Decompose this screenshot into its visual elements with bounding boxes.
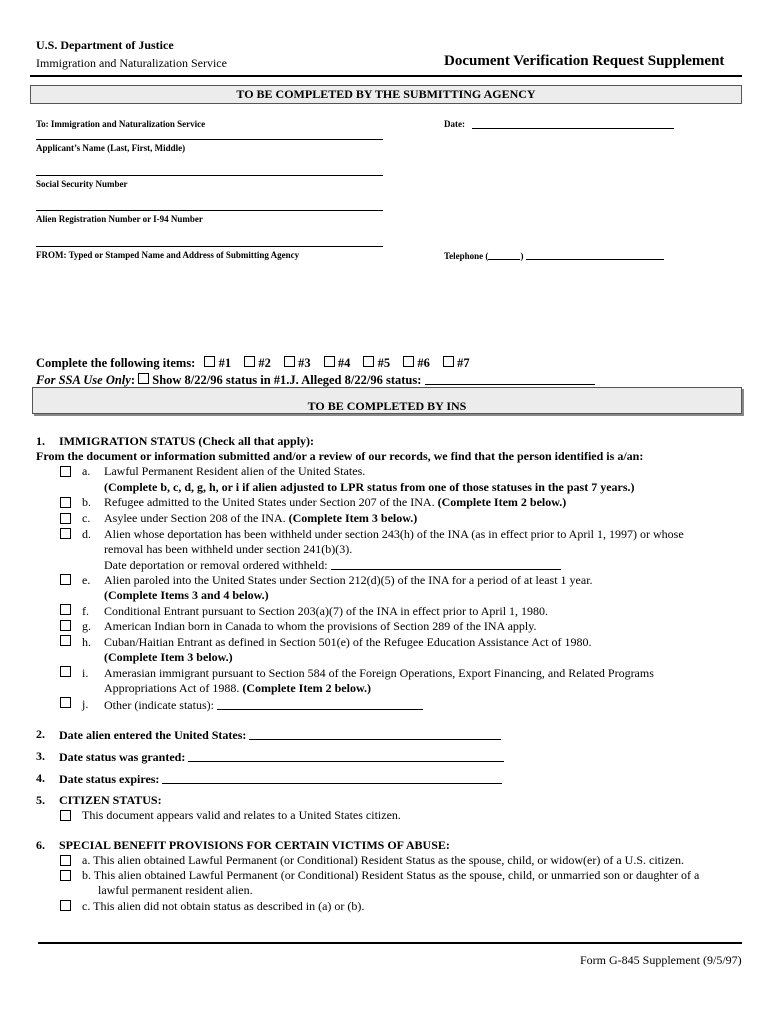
department-name: U.S. Department of Justice bbox=[36, 38, 174, 52]
ins-banner: TO BE COMPLETED BY INS bbox=[32, 387, 742, 414]
status-b-text: Refugee admitted to the United States under Section 207 of the INA. bbox=[104, 495, 438, 509]
status-e-letter: e. bbox=[82, 573, 91, 587]
status-g-checkbox[interactable] bbox=[60, 620, 71, 631]
status-b-note: (Complete Item 2 below.) bbox=[437, 495, 567, 509]
alleged-status-field[interactable] bbox=[425, 372, 595, 385]
status-c-checkbox[interactable] bbox=[60, 513, 71, 524]
form-number: Form G-845 Supplement (9/5/97) bbox=[580, 953, 742, 967]
abuse-a-checkbox[interactable] bbox=[60, 855, 71, 866]
citizen-status-checkbox[interactable] bbox=[60, 810, 71, 821]
status-d-date-label: Date deportation or removal ordered withheld: bbox=[104, 558, 328, 572]
status-e-checkbox[interactable] bbox=[60, 574, 71, 585]
alien-number-label: Alien Registration Number or I-94 Number bbox=[36, 214, 203, 224]
service-name: Immigration and Naturalization Service bbox=[36, 56, 227, 70]
status-j-row bbox=[104, 697, 423, 713]
section-1-title: IMMIGRATION STATUS (Check all that apply): bbox=[59, 434, 315, 448]
applicant-name-label: Applicant’s Name (Last, First, Middle) bbox=[36, 143, 186, 153]
item-5-checkbox[interactable] bbox=[363, 356, 374, 367]
telephone-label bbox=[444, 250, 664, 261]
header-rule bbox=[30, 75, 742, 77]
date-granted-field[interactable] bbox=[188, 749, 504, 762]
status-d-letter: d. bbox=[82, 527, 91, 541]
date-expires-field[interactable] bbox=[162, 771, 502, 784]
status-a-note: (Complete b, c, d, g, h, or i if alien adjusted to LPR status from one of those statuses in the past 7 years.) bbox=[104, 480, 635, 494]
section-2-number: 2. bbox=[36, 727, 45, 741]
section-3-number: 3. bbox=[36, 749, 45, 763]
status-h-letter: h. bbox=[82, 635, 91, 649]
telephone-paren: ) bbox=[520, 251, 524, 261]
area-code-field[interactable] bbox=[488, 250, 520, 260]
status-e-note: (Complete Items 3 and 4 below.) bbox=[104, 588, 269, 602]
section-1-intro: From the document or information submitted and/or a review of our records, we find that the person identified is a/an: bbox=[36, 449, 644, 463]
item-4-checkbox[interactable] bbox=[324, 356, 335, 367]
status-e-text: Alien paroled into the United States under Section 212(d)(5) of the INA for a period of at least 1 year. bbox=[104, 573, 593, 587]
status-h-text: Cuban/Haitian Entrant as defined in Section 501(e) of the Refugee Education Assistance Act of 1980. bbox=[104, 635, 592, 649]
status-i-text-2: Appropriations Act of 1988. bbox=[104, 681, 243, 695]
section-1-number: 1. bbox=[36, 434, 45, 448]
item-3-checkbox[interactable] bbox=[284, 356, 295, 367]
status-b-row bbox=[104, 495, 566, 510]
item-2-label: #2 bbox=[258, 356, 271, 370]
section-2-label: Date alien entered the United States: bbox=[59, 728, 247, 742]
status-i-text: Amerasian immigrant pursuant to Section 584 of the Foreign Operations, Export Financing, and Related Programs bbox=[104, 666, 654, 680]
section-6-number: 6. bbox=[36, 838, 45, 852]
status-c-note: (Complete Item 3 below.) bbox=[288, 511, 418, 525]
from-label: FROM: Typed or Stamped Name and Address of Submitting Agency bbox=[36, 250, 300, 260]
status-a-letter: a. bbox=[82, 464, 91, 478]
section-3-label: Date status was granted: bbox=[59, 750, 186, 764]
ssa-row bbox=[36, 372, 595, 388]
status-i-checkbox[interactable] bbox=[60, 666, 71, 677]
applicant-name-field[interactable] bbox=[36, 139, 383, 140]
status-j-letter: j. bbox=[82, 697, 89, 711]
status-c-letter: c. bbox=[82, 511, 91, 525]
complete-items-label: Complete the following items: bbox=[36, 356, 196, 370]
item-7-checkbox[interactable] bbox=[443, 356, 454, 367]
section-4-label: Date status expires: bbox=[59, 772, 160, 786]
item-6-label: #6 bbox=[417, 356, 430, 370]
status-f-letter: f. bbox=[82, 604, 89, 618]
section-3-row bbox=[59, 749, 504, 765]
citizen-status-text: This document appears valid and relates to a United States citizen. bbox=[82, 808, 401, 822]
ssa-text: Show 8/22/96 status in #1.J. Alleged 8/22/96 status: bbox=[152, 373, 422, 387]
status-c-text: Asylee under Section 208 of the INA. bbox=[104, 511, 289, 525]
to-label: To: Immigration and Naturalization Service bbox=[36, 119, 206, 129]
date-entered-field[interactable] bbox=[249, 727, 501, 740]
abuse-b-text-2: lawful permanent resident alien. bbox=[98, 883, 253, 897]
status-c-row bbox=[104, 511, 417, 526]
telephone-label-text: Telephone ( bbox=[444, 251, 489, 261]
abuse-c-checkbox[interactable] bbox=[60, 900, 71, 911]
alien-number-field[interactable] bbox=[36, 210, 383, 211]
ssa-colon: : bbox=[130, 373, 135, 387]
telephone-field[interactable] bbox=[526, 250, 664, 260]
section-4-row bbox=[59, 771, 502, 787]
section-6-title: SPECIAL BENEFIT PROVISIONS FOR CERTAIN VICTIMS OF ABUSE: bbox=[59, 838, 450, 852]
status-j-checkbox[interactable] bbox=[60, 697, 71, 708]
status-g-text: American Indian born in Canada to whom the provisions of Section 289 of the INA apply. bbox=[104, 619, 537, 633]
abuse-a-text: a. This alien obtained Lawful Permanent (or Conditional) Resident Status as the spouse, child, or widow(er) of a U.S. citizen. bbox=[82, 853, 684, 867]
item-1-label: #1 bbox=[218, 356, 232, 370]
status-f-checkbox[interactable] bbox=[60, 604, 71, 615]
status-g-letter: g. bbox=[82, 619, 91, 633]
item-5-label: #5 bbox=[377, 356, 391, 370]
date-label: Date: bbox=[444, 119, 465, 129]
status-j-text: Other (indicate status): bbox=[104, 698, 214, 712]
status-i-note: (Complete Item 2 below.) bbox=[242, 681, 371, 695]
item-2-checkbox[interactable] bbox=[244, 356, 255, 367]
section-5-number: 5. bbox=[36, 793, 45, 807]
other-status-field[interactable] bbox=[217, 697, 423, 710]
status-h-checkbox[interactable] bbox=[60, 635, 71, 646]
section-2-row bbox=[59, 727, 501, 743]
status-b-checkbox[interactable] bbox=[60, 497, 71, 508]
ssn-label: Social Security Number bbox=[36, 179, 128, 189]
status-d-checkbox[interactable] bbox=[60, 528, 71, 539]
status-i-row-2 bbox=[104, 681, 371, 696]
status-i-letter: i. bbox=[82, 666, 89, 680]
status-d-text-2: removal has been withheld under section 241(b)(3). bbox=[104, 542, 353, 556]
date-field[interactable] bbox=[472, 128, 674, 129]
item-7-label: #7 bbox=[457, 356, 470, 370]
agency-banner: TO BE COMPLETED BY THE SUBMITTING AGENCY bbox=[30, 85, 742, 104]
status-f-text: Conditional Entrant pursuant to Section 203(a)(7) of the INA in effect prior to April 1, 1980. bbox=[104, 604, 549, 618]
document-title: Document Verification Request Supplement bbox=[444, 53, 725, 69]
deportation-date-field[interactable] bbox=[331, 557, 561, 570]
ssa-label: For SSA Use Only bbox=[36, 373, 131, 387]
status-d-text: Alien whose deportation has been withheld under section 243(h) of the INA (as in effect prior to April 1, 1997) or whose bbox=[104, 527, 684, 541]
complete-items-row bbox=[36, 356, 470, 371]
item-1-checkbox[interactable] bbox=[204, 356, 215, 367]
abuse-b-text: b. This alien obtained Lawful Permanent (or Conditional) Resident Status as the spouse, child, or unmarried son or daughter of a bbox=[82, 868, 700, 882]
status-h-note: (Complete Item 3 below.) bbox=[104, 650, 233, 664]
agency-address-field[interactable] bbox=[36, 246, 383, 247]
item-4-label: #4 bbox=[337, 356, 351, 370]
abuse-c-text: c. This alien did not obtain status as described in (a) or (b). bbox=[82, 899, 365, 913]
section-4-number: 4. bbox=[36, 771, 45, 785]
status-b-letter: b. bbox=[82, 495, 91, 509]
section-5-title: CITIZEN STATUS: bbox=[59, 793, 162, 807]
status-a-text: Lawful Permanent Resident alien of the United States. bbox=[104, 464, 366, 478]
status-a-checkbox[interactable] bbox=[60, 466, 71, 477]
abuse-b-checkbox[interactable] bbox=[60, 870, 71, 881]
ssa-checkbox[interactable] bbox=[138, 373, 149, 384]
ssn-field[interactable] bbox=[36, 175, 383, 176]
footer-rule bbox=[38, 942, 742, 944]
item-3-label: #3 bbox=[298, 356, 311, 370]
status-d-date-row bbox=[104, 557, 561, 573]
item-6-checkbox[interactable] bbox=[403, 356, 414, 367]
